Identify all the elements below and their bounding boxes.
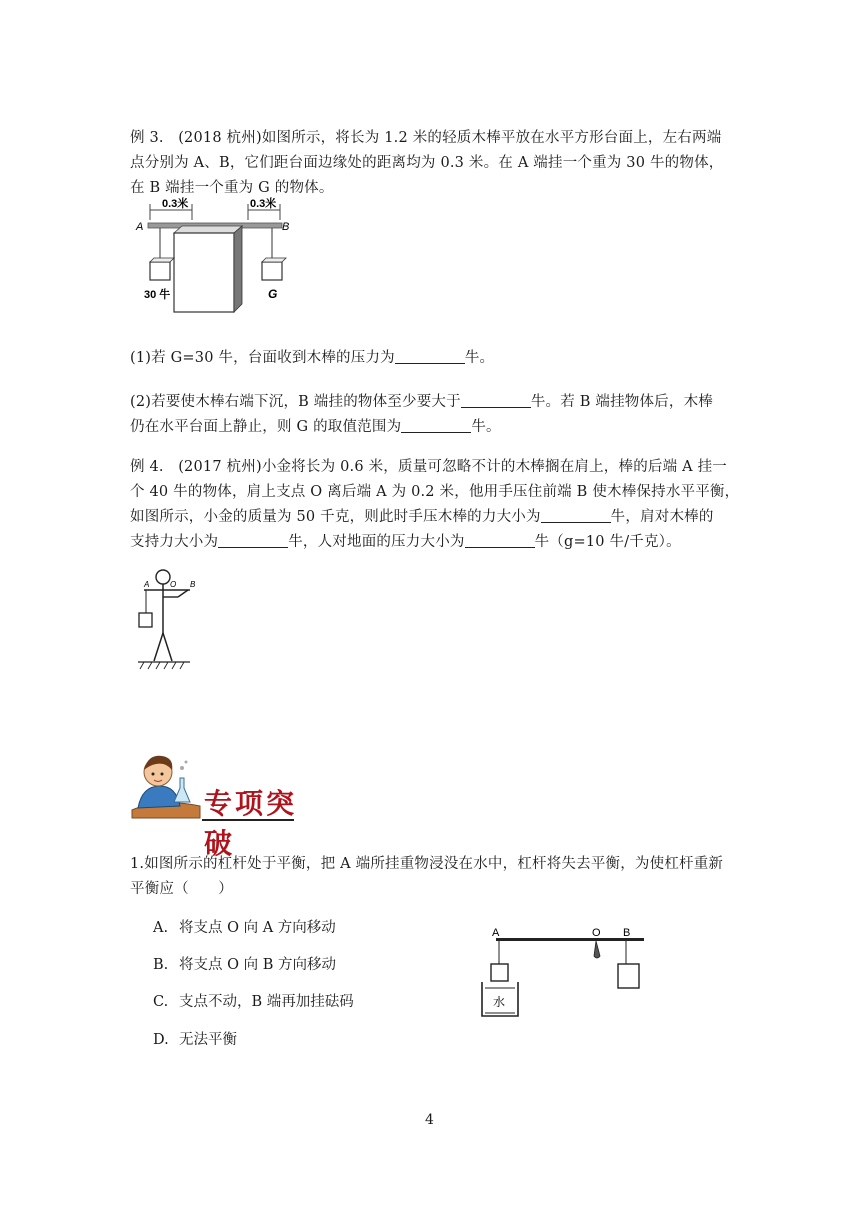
dim-right-label: 0.3米 bbox=[250, 198, 277, 210]
label-o: O bbox=[592, 927, 601, 939]
answer-blank bbox=[541, 508, 611, 523]
option-c[interactable]: C. 支点不动，B 端再加挂砝码 bbox=[153, 994, 354, 1010]
example4-figure bbox=[130, 565, 210, 675]
water-label: 水 bbox=[493, 995, 506, 1009]
answer-blank bbox=[395, 349, 465, 364]
example4-text: 例 4. (2017 杭州)小金将长为 0.6 米，质量可忽略不计的木棒搁在肩上，棒的后端 A 挂一 个 40 牛的物体，肩上支点 O 离后端 A 为 0.2 米，他用手压住前端 B 使木棒保持水平平衡， 如图所示，小金的质量为 50 千克，则此时手压木棒的力大小为 牛，肩对木棒的 支持力大小为 牛，人对地面的压力大小为 牛（g=10 牛/千克）。 bbox=[130, 459, 740, 550]
example4-heading: 例 4. bbox=[130, 459, 164, 475]
label-a: A bbox=[492, 927, 500, 939]
answer-blank bbox=[461, 393, 531, 408]
example3-q1: (1)若 G=30 牛，台面收到木棒的压力为 牛。 bbox=[130, 350, 495, 366]
label-o: O bbox=[170, 580, 177, 589]
answer-blank bbox=[401, 418, 471, 433]
answer-blank bbox=[465, 533, 535, 548]
example3-source: (2018 杭州) bbox=[178, 130, 262, 146]
page-number: 4 bbox=[425, 1112, 434, 1128]
example3-text bbox=[130, 126, 730, 201]
banner-title: 专项突破 bbox=[204, 787, 298, 860]
section-banner bbox=[130, 748, 300, 860]
option-b[interactable]: B. 将支点 O 向 B 方向移动 bbox=[153, 957, 336, 973]
dim-left-label: 0.3米 bbox=[162, 198, 189, 210]
option-a[interactable]: A. 将支点 O 向 A 方向移动 bbox=[153, 920, 336, 936]
example3-heading: 例 3. bbox=[130, 130, 164, 146]
weight-left-label: 30 牛 bbox=[144, 289, 171, 301]
option-d[interactable]: D. 无法平衡 bbox=[153, 1032, 237, 1048]
example3-body: 如图所示，将长为 1.2 米的轻质木棒平放在水平方形台面上，左右两端点分别为 A、B，它们距台面边缘处的距离均为 0.3 米。在 A 端挂一个重为 30 牛的物体，在 B 端挂一个重为 G 的物体。 bbox=[130, 130, 724, 196]
label-a: A bbox=[144, 580, 150, 589]
answer-blank bbox=[218, 533, 288, 548]
label-b: B bbox=[190, 580, 196, 589]
example3-q2: (2)若要使木棒右端下沉，B 端挂的物体至少要大于 牛。若 B 端挂物体后，木棒 仍在水平台面上静止，则 G 的取值范围为 牛。 bbox=[130, 394, 713, 435]
label-a: A bbox=[136, 221, 144, 233]
example3-figure bbox=[130, 192, 290, 322]
example4-source: (2017 杭州) bbox=[178, 459, 262, 475]
question1-text: 1.如图所示的杠杆处于平衡，把 A 端所挂重物浸没在水中，杠杆将失去平衡，为使杠杆重新 平衡应（ ） bbox=[130, 856, 724, 897]
weight-right-label: G bbox=[268, 287, 278, 301]
question1-figure bbox=[466, 922, 656, 1022]
label-b: B bbox=[623, 927, 631, 939]
label-b: B bbox=[282, 221, 290, 233]
